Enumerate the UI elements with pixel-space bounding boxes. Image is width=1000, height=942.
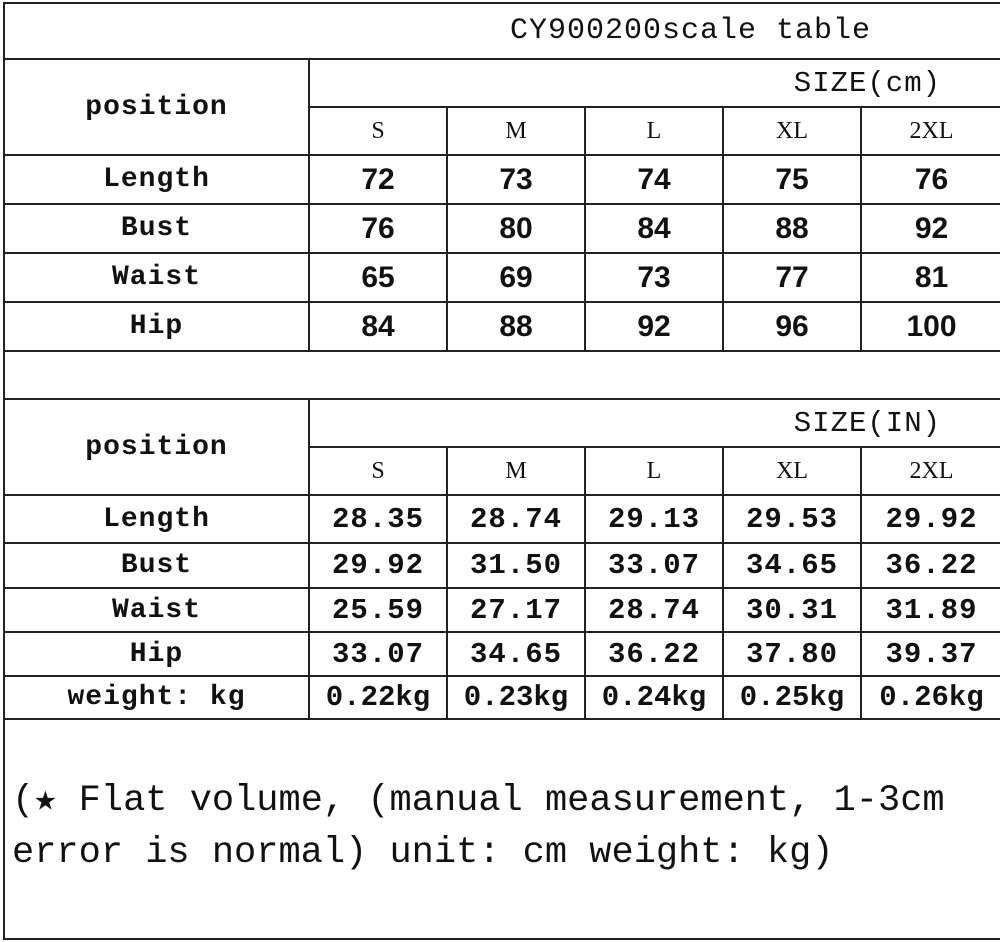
table-row bbox=[4, 302, 1000, 351]
table-cell: 72 bbox=[309, 155, 447, 204]
size-table-cm bbox=[3, 2, 1000, 352]
size-header: XL bbox=[723, 447, 861, 495]
table-cell: 27.17 bbox=[447, 588, 585, 632]
size-header: 2XL bbox=[861, 447, 1000, 495]
row-label: Hip bbox=[4, 632, 309, 676]
table-cell: 36.22 bbox=[861, 543, 1000, 588]
table-cell: 100 bbox=[861, 302, 1000, 351]
table-cell: 29.92 bbox=[861, 495, 1000, 543]
table-cell: 29.92 bbox=[309, 543, 447, 588]
table-cell: 92 bbox=[585, 302, 723, 351]
table-cell: 29.13 bbox=[585, 495, 723, 543]
row-label: Bust bbox=[4, 204, 309, 253]
table-cell: 29.53 bbox=[723, 495, 861, 543]
table-cell: 36.22 bbox=[585, 632, 723, 676]
position-header: position bbox=[4, 59, 309, 155]
table-cell: 33.07 bbox=[585, 543, 723, 588]
weight-cell: 0.26kg bbox=[861, 676, 1000, 719]
row-label: Bust bbox=[4, 543, 309, 588]
table-row bbox=[4, 676, 1000, 719]
table-cell: 65 bbox=[309, 253, 447, 302]
position-header: position bbox=[4, 399, 309, 495]
table-row bbox=[4, 495, 1000, 543]
table-cell: 31.50 bbox=[447, 543, 585, 588]
table-cell: 76 bbox=[309, 204, 447, 253]
table-row bbox=[4, 588, 1000, 632]
size-header: L bbox=[585, 107, 723, 155]
size-header: L bbox=[585, 447, 723, 495]
table-row bbox=[4, 155, 1000, 204]
row-label: Waist bbox=[4, 588, 309, 632]
table-cell: 84 bbox=[585, 204, 723, 253]
row-label: Waist bbox=[4, 253, 309, 302]
table-cell: 39.37 bbox=[861, 632, 1000, 676]
table-cell: 73 bbox=[447, 155, 585, 204]
table-cell: 88 bbox=[723, 204, 861, 253]
size-header: XL bbox=[723, 107, 861, 155]
table-separator bbox=[3, 350, 1000, 400]
size-header: 2XL bbox=[861, 107, 1000, 155]
size-heading-in: SIZE(IN) bbox=[309, 399, 1000, 447]
table-cell: 34.65 bbox=[447, 632, 585, 676]
measurement-note: (★ Flat volume, (manual measurement, 1-3cm error is normal) unit: cm weight: kg) bbox=[12, 780, 945, 874]
table-cell: 77 bbox=[723, 253, 861, 302]
table-row bbox=[4, 204, 1000, 253]
size-table-inches bbox=[3, 398, 1000, 720]
table-cell: 84 bbox=[309, 302, 447, 351]
table-cell: 88 bbox=[447, 302, 585, 351]
row-label: Length bbox=[4, 155, 309, 204]
table-cell: 34.65 bbox=[723, 543, 861, 588]
size-header: S bbox=[309, 107, 447, 155]
weight-cell: 0.24kg bbox=[585, 676, 723, 719]
table-cell: 96 bbox=[723, 302, 861, 351]
table-cell: 28.74 bbox=[447, 495, 585, 543]
weight-cell: 0.25kg bbox=[723, 676, 861, 719]
table-row bbox=[4, 253, 1000, 302]
table-cell: 30.31 bbox=[723, 588, 861, 632]
table-cell: 28.74 bbox=[585, 588, 723, 632]
row-label: Length bbox=[4, 495, 309, 543]
table-cell: 28.35 bbox=[309, 495, 447, 543]
table-cell: 81 bbox=[861, 253, 1000, 302]
table-cell: 76 bbox=[861, 155, 1000, 204]
size-header: M bbox=[447, 107, 585, 155]
table-cell: 92 bbox=[861, 204, 1000, 253]
table-cell: 25.59 bbox=[309, 588, 447, 632]
table-cell: 37.80 bbox=[723, 632, 861, 676]
table-title: CY900200scale table bbox=[4, 3, 1000, 59]
size-header: S bbox=[309, 447, 447, 495]
table-row bbox=[4, 543, 1000, 588]
table-cell: 69 bbox=[447, 253, 585, 302]
row-label: Hip bbox=[4, 302, 309, 351]
size-header: M bbox=[447, 447, 585, 495]
table-cell: 74 bbox=[585, 155, 723, 204]
weight-cell: 0.22kg bbox=[309, 676, 447, 719]
weight-cell: 0.23kg bbox=[447, 676, 585, 719]
table-cell: 75 bbox=[723, 155, 861, 204]
table-row bbox=[4, 632, 1000, 676]
table-cell: 33.07 bbox=[309, 632, 447, 676]
weight-row-label: weight: kg bbox=[4, 676, 309, 719]
table-cell: 73 bbox=[585, 253, 723, 302]
table-cell: 80 bbox=[447, 204, 585, 253]
size-heading-cm: SIZE(cm) bbox=[309, 59, 1000, 107]
table-cell: 31.89 bbox=[861, 588, 1000, 632]
